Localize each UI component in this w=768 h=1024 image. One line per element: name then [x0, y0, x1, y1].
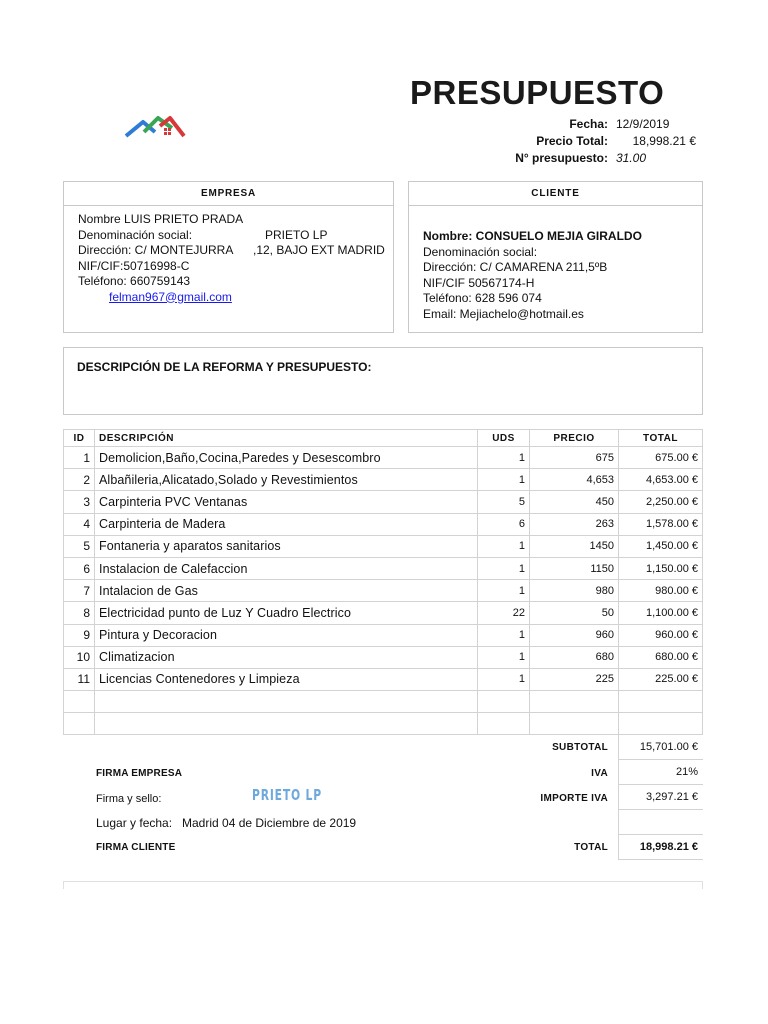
table-header-row	[64, 430, 703, 447]
item-id: 1	[64, 447, 95, 469]
item-descripcion	[95, 713, 478, 735]
item-descripcion: Carpinteria PVC Ventanas	[95, 491, 478, 513]
cliente-email: Email: Mejiachelo@hotmail.es	[423, 306, 584, 321]
document-title: PRESUPUESTO	[410, 74, 665, 111]
empresa-telefono: Teléfono: 660759143	[78, 274, 191, 288]
table-row	[64, 668, 703, 690]
empresa-direccion-label: Dirección: C/ MONTEJURRA	[78, 243, 234, 257]
item-id: 6	[64, 557, 95, 579]
item-id	[64, 691, 95, 713]
descripcion-title: DESCRIPCIÓN DE LA REFORMA Y PRESUPUESTO:	[77, 360, 372, 374]
item-descripcion: Fontaneria y aparatos sanitarios	[95, 535, 478, 557]
presupuesto-number-label: N° presupuesto:	[515, 151, 608, 165]
item-uds: 22	[478, 602, 530, 624]
item-descripcion: Intalacion de Gas	[95, 580, 478, 602]
subtotal-label: SUBTOTAL	[552, 742, 608, 753]
item-precio	[530, 713, 619, 735]
cliente-denominacion: Denominación social:	[423, 244, 538, 259]
item-uds: 1	[478, 447, 530, 469]
cliente-telefono: Teléfono: 628 596 074	[423, 291, 542, 305]
item-total: 1,578.00 €	[619, 513, 703, 535]
firma-cliente-label: FIRMA CLIENTE	[96, 842, 176, 853]
item-uds	[478, 713, 530, 735]
item-total: 980.00 €	[619, 580, 703, 602]
item-precio: 680	[530, 646, 619, 668]
lugar-fecha-value: Madrid 04 de Diciembre de 2019	[182, 816, 357, 830]
item-descripcion: Instalacion de Calefaccion	[95, 557, 478, 579]
item-uds: 1	[478, 557, 530, 579]
meta-values	[616, 116, 696, 167]
item-descripcion: Carpinteria de Madera	[95, 513, 478, 535]
footer-box-edge	[63, 881, 703, 889]
company-stamp: PRIETO LP	[252, 786, 322, 804]
item-total	[619, 691, 703, 713]
item-id: 7	[64, 580, 95, 602]
item-precio: 1150	[530, 557, 619, 579]
iva-value: 21%	[618, 760, 703, 785]
item-uds: 1	[478, 469, 530, 491]
table-row	[64, 535, 703, 557]
item-precio: 4,653	[530, 469, 619, 491]
item-total: 960.00 €	[619, 624, 703, 646]
item-precio: 450	[530, 491, 619, 513]
items-body	[64, 447, 703, 735]
empresa-heading: EMPRESA	[64, 182, 393, 206]
cliente-box	[408, 181, 703, 333]
item-total: 4,653.00 €	[619, 469, 703, 491]
item-descripcion: Licencias Contenedores y Limpieza	[95, 668, 478, 690]
cliente-nif: NIF/CIF 50567174-H	[423, 275, 535, 290]
empresa-nombre: Nombre LUIS PRIETO PRADA	[78, 212, 244, 226]
importe-iva-label: IMPORTE IVA	[540, 793, 608, 804]
header-total: TOTAL	[619, 430, 703, 447]
empresa-box	[63, 181, 394, 333]
cliente-heading: CLIENTE	[409, 182, 702, 206]
item-id: 5	[64, 535, 95, 557]
table-row	[64, 469, 703, 491]
table-row	[64, 513, 703, 535]
item-id: 11	[64, 668, 95, 690]
table-row	[64, 580, 703, 602]
table-row	[64, 447, 703, 469]
empresa-direccion-value: ,12, BAJO EXT MADRID	[253, 243, 385, 257]
item-id: 3	[64, 491, 95, 513]
table-row	[64, 557, 703, 579]
item-precio: 1450	[530, 535, 619, 557]
item-total: 1,100.00 €	[619, 602, 703, 624]
item-uds: 1	[478, 668, 530, 690]
item-descripcion: Albañileria,Alicatado,Solado y Revestimientos	[95, 469, 478, 491]
empresa-email-row	[78, 290, 388, 306]
item-uds: 1	[478, 535, 530, 557]
item-precio: 263	[530, 513, 619, 535]
header-precio: PRECIO	[530, 430, 619, 447]
item-uds: 5	[478, 491, 530, 513]
table-row	[64, 646, 703, 668]
item-id: 4	[64, 513, 95, 535]
precio-total-value: 18,998.21 €	[632, 134, 696, 148]
item-descripcion: Electricidad punto de Luz Y Cuadro Electrico	[95, 602, 478, 624]
subtotal-value: 15,701.00 €	[618, 735, 703, 760]
item-precio: 980	[530, 580, 619, 602]
total-value: 18,998.21 €	[618, 835, 703, 860]
fecha-value: 12/9/2019	[616, 117, 670, 131]
presupuesto-number-value: 31.00	[616, 151, 647, 165]
empresa-denominacion-label: Denominación social:	[78, 227, 193, 242]
item-id	[64, 713, 95, 735]
header-uds: UDS	[478, 430, 530, 447]
precio-total-label: Precio Total:	[536, 134, 608, 148]
lugar-fecha-label: Lugar y fecha:	[96, 816, 173, 830]
lugar-fecha-row	[96, 816, 357, 830]
item-precio: 675	[530, 447, 619, 469]
item-uds: 6	[478, 513, 530, 535]
table-row	[64, 713, 703, 735]
item-uds: 1	[478, 624, 530, 646]
item-descripcion: Pintura y Decoracion	[95, 624, 478, 646]
cliente-details	[423, 229, 698, 322]
meta-labels	[470, 116, 608, 167]
item-precio: 50	[530, 602, 619, 624]
company-logo	[100, 90, 210, 160]
item-precio	[530, 691, 619, 713]
fecha-label: Fecha:	[569, 117, 608, 131]
table-row	[64, 691, 703, 713]
item-uds: 1	[478, 580, 530, 602]
descripcion-box	[63, 347, 703, 415]
empresa-denominacion-row	[78, 228, 388, 244]
item-id: 9	[64, 624, 95, 646]
header-descripcion: DESCRIPCIÓN	[95, 430, 478, 447]
table-row	[64, 624, 703, 646]
importe-iva-value: 3,297.21 €	[618, 785, 703, 810]
item-precio: 225	[530, 668, 619, 690]
item-total	[619, 713, 703, 735]
item-id: 10	[64, 646, 95, 668]
iva-label: IVA	[591, 768, 608, 779]
item-precio: 960	[530, 624, 619, 646]
empresa-direccion-row	[78, 243, 388, 259]
item-id: 8	[64, 602, 95, 624]
item-total: 680.00 €	[619, 646, 703, 668]
empresa-details	[78, 212, 388, 305]
items-table	[63, 429, 703, 735]
item-descripcion: Demolicion,Baño,Cocina,Paredes y Desescombro	[95, 447, 478, 469]
item-total: 2,250.00 €	[619, 491, 703, 513]
empresa-denominacion-value: PRIETO LP	[265, 227, 328, 242]
table-row	[64, 602, 703, 624]
item-total: 1,150.00 €	[619, 557, 703, 579]
cliente-direccion: Dirección: C/ CAMARENA 211,5ºB	[423, 260, 608, 274]
totals-empty-cell	[618, 810, 703, 835]
table-row	[64, 491, 703, 513]
cliente-nombre: Nombre: CONSUELO MEJIA GIRALDO	[423, 229, 642, 243]
item-total: 675.00 €	[619, 447, 703, 469]
item-descripcion: Climatizacion	[95, 646, 478, 668]
firma-sello-label: Firma y sello:	[96, 793, 162, 805]
empresa-nif: NIF/CIF:50716998-C	[78, 258, 190, 273]
item-descripcion	[95, 691, 478, 713]
item-total: 225.00 €	[619, 668, 703, 690]
firma-empresa-label: FIRMA EMPRESA	[96, 768, 183, 779]
header-id: ID	[64, 430, 95, 447]
item-total: 1,450.00 €	[619, 535, 703, 557]
item-id: 2	[64, 469, 95, 491]
item-uds: 1	[478, 646, 530, 668]
total-label: TOTAL	[574, 842, 608, 853]
item-uds	[478, 691, 530, 713]
empresa-email-link[interactable]: felman967@gmail.com	[109, 289, 232, 304]
